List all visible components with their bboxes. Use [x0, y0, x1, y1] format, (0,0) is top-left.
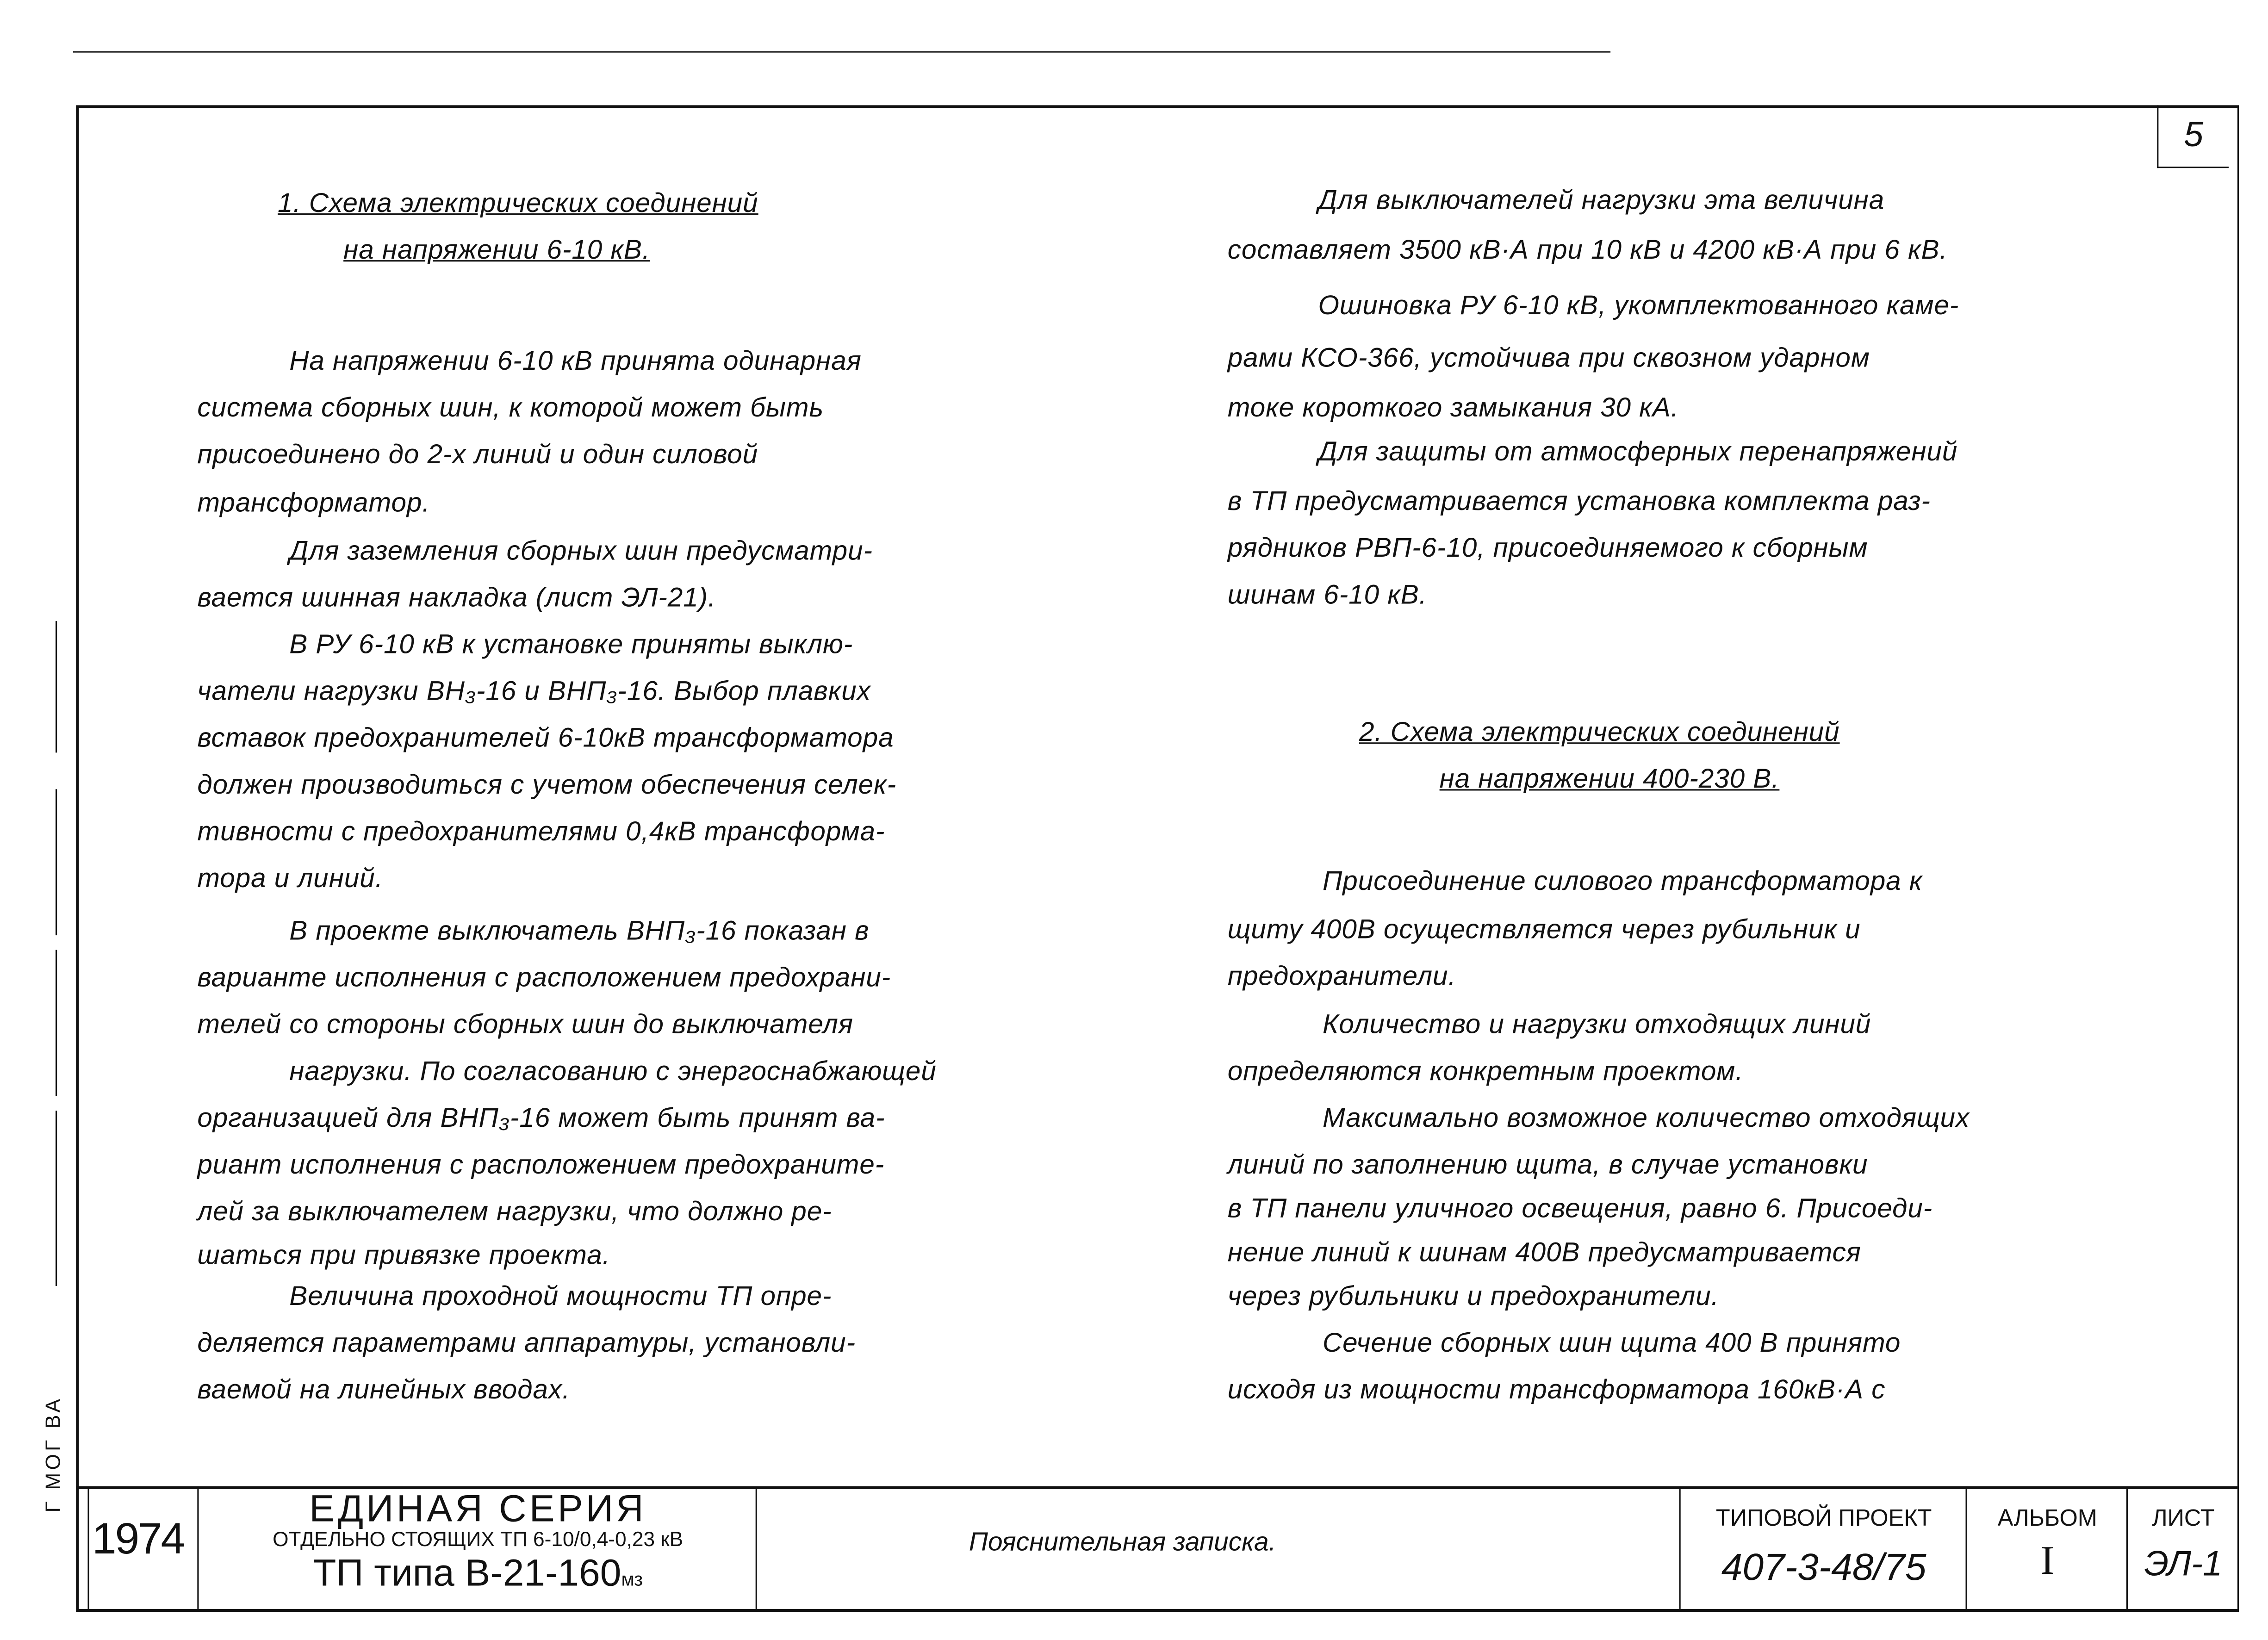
text-line: трансформатор. [197, 486, 430, 517]
sheet-value: ЭЛ-1 [2144, 1545, 2223, 1584]
text-line: чатели нагрузки ВН₃-16 и ВНП₃-16. Выбор плавких [197, 675, 871, 706]
text-line: тивности с предохранителями 0,4кВ трансформа- [197, 815, 885, 846]
text-line: нение линий к шинам 400В предусматривается [1227, 1236, 1861, 1267]
project-cell [1679, 1489, 1967, 1609]
text-line: В РУ 6-10 кВ к установке приняты выклю- [289, 628, 853, 659]
text-line: шаться при привязке проекта. [197, 1239, 610, 1270]
series-title: ЕДИНАЯ СЕРИЯ [309, 1486, 646, 1530]
text-line: щиту 400В осуществляется через рубильник и [1227, 913, 1861, 944]
text-line: организацией для ВНП₃-16 может быть принят ва- [197, 1102, 885, 1133]
text-line: присоединено до 2-х линий и один силовой [197, 438, 758, 469]
margin-tick [56, 621, 57, 752]
tp-type: ТП типа В-21-160 [313, 1550, 621, 1595]
text-line: Для заземления сборных шин предусматри- [289, 534, 873, 566]
section-heading: на напряжении 400-230 В. [1439, 763, 1780, 794]
album-value: I [2040, 1539, 2055, 1584]
text-line: в ТП панели уличного освещения, равно 6. Присоеди- [1227, 1192, 1933, 1224]
text-line: деляется параметрами аппаратуры, установли- [197, 1327, 856, 1358]
series-subtitle: ОТДЕЛЬНО СТОЯЩИХ ТП 6-10/0,4-0,23 кВ [273, 1527, 684, 1551]
text-line: телей со стороны сборных шин до выключателя [197, 1008, 853, 1039]
text-line: должен производиться с учетом обеспечения селек- [197, 769, 896, 800]
project-label: ТИПОВОЙ ПРОЕКТ [1715, 1506, 1932, 1532]
section-heading: 1. Схема электрических соединений [278, 187, 758, 218]
project-value: 407-3-48/75 [1721, 1545, 1926, 1589]
text-line: На напряжении 6-10 кВ принята одинарная [289, 345, 862, 376]
document-name: Пояснительная записка. [969, 1527, 1276, 1557]
text-line: шинам 6-10 кВ. [1227, 578, 1427, 609]
album-cell [1966, 1489, 2128, 1609]
album-label: АЛЬБОМ [1997, 1506, 2097, 1532]
text-line: нагрузки. По согласованию с энергоснабжающей [289, 1055, 937, 1086]
tp-type-line [199, 1551, 757, 1602]
text-line: через рубильники и предохранители. [1227, 1280, 1719, 1311]
section-heading: на напряжении 6-10 кВ. [343, 234, 651, 265]
text-line: система сборных шин, к которой может быть [197, 391, 824, 422]
top-rule [73, 51, 1610, 53]
sheet-label: ЛИСТ [2152, 1506, 2215, 1532]
text-line: исходя из мощности трансформатора 160кВ·А с [1227, 1373, 1886, 1404]
text-line: Присоединение силового трансформатора к [1322, 865, 1923, 896]
text-line: Количество и нагрузки отходящих линий [1322, 1008, 1871, 1039]
text-line: тора и линий. [197, 862, 383, 893]
margin-tick [56, 1111, 57, 1286]
margin-tick [56, 789, 57, 935]
year-cell [87, 1489, 199, 1609]
text-line: определяются конкретным проектом. [1227, 1055, 1744, 1086]
text-line: рами КСО-366, устойчива при сквозном ударном [1227, 342, 1870, 373]
text-line: Для выключателей нагрузки эта величина [1318, 184, 1885, 215]
text-line: Величина проходной мощности ТП опре- [289, 1280, 832, 1311]
text-line: лей за выключателем нагрузки, что должно ре- [197, 1195, 832, 1226]
text-line: в ТП предусматривается установка комплекта раз- [1227, 485, 1931, 516]
document-name-cell [756, 1489, 1681, 1609]
text-line: Сечение сборных шин щита 400 В принято [1322, 1327, 1901, 1358]
series-cell [197, 1486, 757, 1609]
text-line: линий по заполнению щита, в случае установки [1227, 1149, 1868, 1180]
sheet-cell [2126, 1489, 2239, 1609]
text-line: риант исполнения с расположением предохраните- [197, 1149, 885, 1180]
text-line: предохранители. [1227, 960, 1456, 991]
text-line: составляет 3500 кВ·А при 10 кВ и 4200 кВ·А при 6 кВ. [1227, 234, 1948, 265]
text-line: рядников РВП-6-10, присоединяемого к сборным [1227, 532, 1868, 563]
section-heading: 2. Схема электрических соединений [1359, 716, 1840, 747]
text-line: ваемой на линейных вводах. [197, 1373, 571, 1404]
text-line: Ошиновка РУ 6-10 кВ, укомплектованного каме- [1318, 289, 1959, 320]
text-line: вается шинная накладка (лист ЭЛ-21). [197, 581, 716, 613]
text-line: Максимально возможное количество отходящих [1322, 1102, 1970, 1133]
margin-tick [56, 950, 57, 1096]
margin-stamp: Г МОГ ВА [41, 1396, 64, 1513]
year: 1974 [92, 1515, 184, 1564]
text-line: Для защиты от атмосферных перенапряжений [1318, 435, 1958, 466]
title-block [76, 1486, 2237, 1609]
text-line: В проекте выключатель ВНП₃-16 показан в [289, 914, 870, 946]
text-line: варианте исполнения с расположением предохрани- [197, 961, 891, 993]
text-line: токе короткого замыкания 30 кА. [1227, 391, 1679, 422]
page-number: 5 [2157, 105, 2229, 168]
tp-suffix: мз [621, 1568, 643, 1590]
text-line: вставок предохранителей 6-10кВ трансформатора [197, 722, 894, 753]
